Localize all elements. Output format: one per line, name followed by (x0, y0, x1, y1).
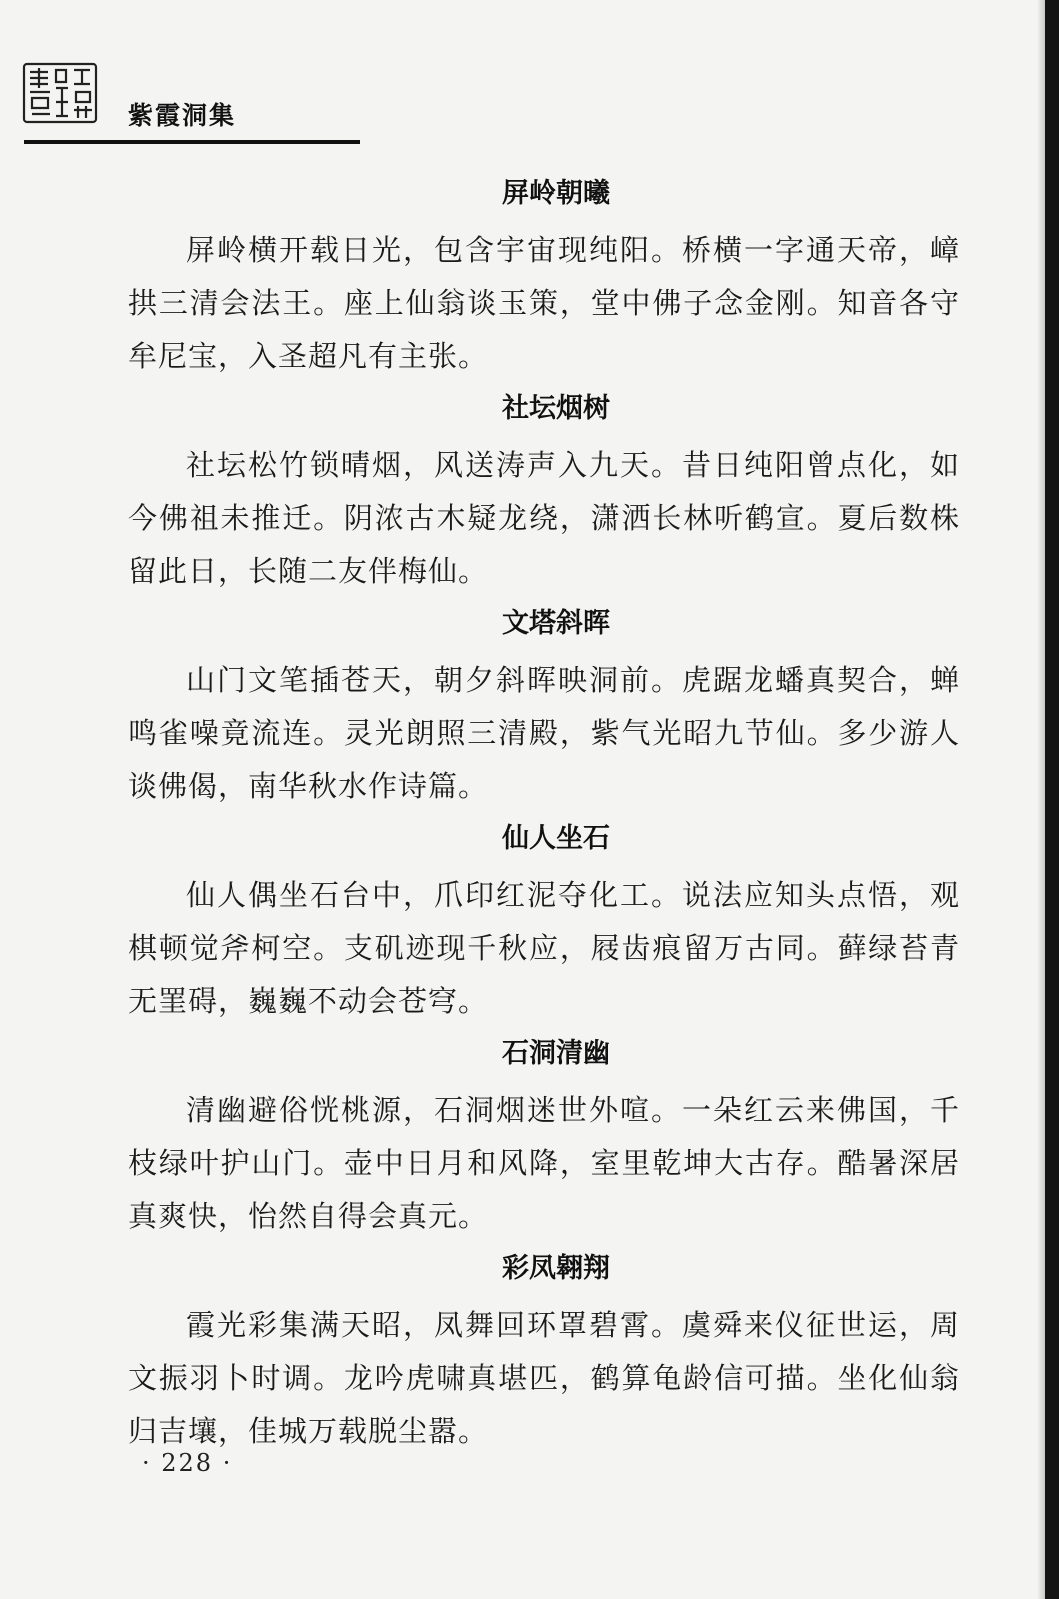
poem-title: 文塔斜晖 (502, 608, 610, 639)
poem-list (128, 168, 960, 1462)
poem (128, 1247, 960, 1458)
poem-title: 屏岭朝曦 (502, 178, 610, 209)
poem-body: 社坛松竹锁晴烟，风送涛声入九天。昔日纯阳曾点化，如今佛祖未推迁。阴浓古木疑龙绕，潇洒长林听鹤宣。夏后数株留此日，长随二友伴梅仙。 (128, 448, 960, 588)
page-edge (1045, 0, 1059, 1599)
poem-title: 社坛烟树 (502, 393, 610, 424)
poem (128, 602, 960, 813)
poem-title: 彩凤翱翔 (502, 1253, 610, 1284)
poem-title: 仙人坐石 (502, 823, 610, 854)
poem-body: 山门文笔插苍天，朝夕斜晖映洞前。虎踞龙蟠真契合，蝉鸣雀噪竟流连。灵光朗照三清殿，紫气光昭九节仙。多少游人谈佛偈，南华秋水作诗篇。 (128, 663, 960, 803)
page-number: · 228 · (142, 1449, 233, 1477)
header-rule (24, 140, 360, 144)
seal-stamp-icon (22, 62, 98, 124)
poem-body: 屏岭横开载日光，包含宇宙现纯阳。桥横一字通天帝，嶂拱三清会法王。座上仙翁谈玉策，堂中佛子念金刚。知音各守牟尼宝，入圣超凡有主张。 (128, 233, 960, 373)
page-edge-shadow (1037, 0, 1045, 1599)
running-header-title: 紫霞洞集 (128, 101, 237, 130)
poem (128, 1032, 960, 1243)
poem (128, 817, 960, 1028)
poem-title: 石洞清幽 (502, 1038, 610, 1069)
poem-body: 仙人偶坐石台中，爪印红泥夺化工。说法应知头点悟，观棋顿觉斧柯空。支矶迹现千秋应，屐齿痕留万古同。藓绿苔青无罣碍，巍巍不动会苍穹。 (128, 878, 960, 1018)
poem (128, 387, 960, 598)
poem (128, 172, 960, 383)
poem-body: 霞光彩集满天昭，凤舞回环罩碧霄。虞舜来仪征世运，周文振羽卜时调。龙吟虎啸真堪匹，鹤算龟龄信可描。坐化仙翁归吉壤，佳城万载脱尘嚣。 (128, 1308, 960, 1448)
poem-body: 清幽避俗恍桃源，石洞烟迷世外喧。一朵红云来佛国，千枝绿叶护山门。壶中日月和风降，室里乾坤大古存。酷暑深居真爽快，怡然自得会真元。 (128, 1093, 960, 1233)
